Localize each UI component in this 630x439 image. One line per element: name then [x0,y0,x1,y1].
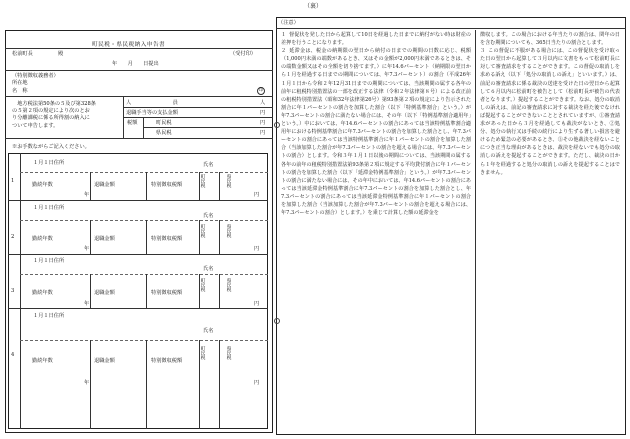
page-side-label: （裏） [304,3,323,10]
notes-column-2 [480,31,620,177]
row-retirement-pay-label: 退職金額 [94,358,115,364]
row-pref-tax-label: 県民税 [226,346,231,360]
summary-headcount-label: 人 員 [126,100,178,106]
row-pref-tax-label: 県民税 [226,224,231,238]
summary-payment-unit: 円 [260,110,266,116]
notice-text: ※お手数ながらご記入ください。 [12,144,90,150]
row-special-tax-label: 特別徴収税額 [151,290,183,296]
submission-date: 年 月 日提出 [112,61,159,67]
notes-column-1 [281,31,471,217]
row-town-tax-label: 町民税 [200,174,205,188]
row-number: 1 [11,178,15,184]
row-town-tax-label: 町民税 [200,346,205,360]
received-stamp-label: （受付印） [230,51,256,57]
row-number: 4 [11,352,15,358]
row-address-label: １月１日住所 [33,258,65,264]
row-year-unit: 年 [84,246,90,252]
collector-section: （特別徴収義務者） [12,73,59,79]
row-year-unit: 年 [84,192,90,198]
row-retirement-pay-label: 退職金額 [94,182,115,188]
note-item: ３ この督促に不服がある場合には、この督促状を受け取った日の翌日から起算して３月以内に文書をもって松前町長に対して審査請求をすることができます。この督促の取消しを求める訴え（以下「処分の取消しの訴え」といいます。）は、前記の審査請求に係る裁決の送達を受けた日の翌日から起算して６月以内に松前町を被告として（松前町長が被告の代表者となります。）提起することができます。なお、処分の取消しの訴えは、前記の審査請求に対する裁決を経た後でなければ提起することができないこととされていますが、①審査請求があった日から３月を経過しても裁決がないとき、②処分、処分の執行又は手続の続行により生ずる著しい損害を避けるため緊急の必要があるとき、③その他裁決を経ないことにつき正当な理由があるときは、裁決を経ないでも処分の取消しの訴えを提起することができます。ただし、裁決の日から１年を経過すると処分の取消しの訴えを提起することはできません。 [480,48,620,176]
row-years-label: 勤続年数 [32,358,53,364]
row-year-unit: 年 [84,380,90,386]
summary-pref-tax-unit: 円 [260,130,266,136]
row-yen-unit: 円 [254,192,260,198]
row-years-label: 勤続年数 [32,290,53,296]
note-item: 徴収します。この場合における年当たりの割合は、閏年の日を含む期間についても、365日当たりの割合とします。 [480,32,620,47]
row-retirement-pay-label: 退職金額 [94,236,115,242]
row-town-tax-label: 町民税 [200,224,205,238]
row-name-label: 氏名 [203,266,214,272]
row-name-label: 氏名 [203,213,214,219]
row-address-label: １月１日住所 [33,313,65,319]
note-item: １ 督促状を発した日から起算して10日を経過した日までに納付がない時は財産の差押を行うことになります。 [281,32,471,47]
row-town-tax-label: 町民税 [200,278,205,292]
row-number: 3 [11,288,15,294]
punch-hole-icon [274,318,280,324]
row-pref-tax-label: 県民税 [226,174,231,188]
row-special-tax-label: 特別徴収税額 [151,358,183,364]
seal-mark: 印 [258,88,264,93]
row-yen-unit: 円 [254,380,260,386]
declaration-text: 地方税法第50条の５及び第328条 の５第２項の規定により次のとお り分離課税に係る所得割の納入に ついて申告します。 [12,101,96,129]
row-special-tax-label: 特別徴収税額 [151,182,183,188]
row-address-label: １月１日住所 [33,205,65,211]
row-name-label: 氏名 [203,328,214,334]
summary-town-tax-unit: 円 [260,120,266,126]
addressee: 松前町長 [12,51,33,57]
row-name-label: 氏名 [203,162,214,168]
notes-heading: （注意） [278,20,299,26]
summary-town-tax-label: 町民税 [156,120,172,126]
punch-hole-icon [274,122,280,128]
name-label: 名 称 [12,88,28,94]
row-number: 2 [11,234,15,240]
row-retirement-pay-label: 退職金額 [94,290,115,296]
form-title: 町民税・県民税納入申告書 [92,42,166,48]
row-year-unit: 年 [84,301,90,307]
note-item: ２ 延滞金は、税金の納期限の翌日から納付の日までの期間の日数に応じ、税額（1,000円未満の端数があるとき、又はその金額が2,000円未満であるときは、その端数金額又はその全額を切り捨てます。）に年14.6パーセント（納期限の翌日から１月を経過する日までの期間については、年7.3パーセント）の割合（平成26年１月１日から令和２年12月31日までの期間については、当該期間の属する各年の前年に租税特別措置法の一部を改正する法律（令和２年法律第８号）による改正前の租税特別措置法（昭和32年法律第26号）第93条第２項の規定により告示された割合に年１パーセントの割合を加算した割合（以下「特例基準割合」という。）が年7.3パーセントの割合に満たない場合には、その年（以下「特例基準割合適用年」という。）中においては、年14.6パーセントの割合にあっては当該特例基準割合適用年における特例基準割合に年7.3パーセントの割合を加算した割合とし、年7.3パーセントの割合にあっては当該特例基準割合に年１パーセントの割合を加算した割合（当該加算した割合が年7.3パーセントの割合を超える場合には、年7.3パーセントの割合）とします。令和３年１月１日以後の期間については、当該期間の属する各年の前年の租税特別措置法第93条第２項に規定する平均貸付割合に年１パーセントの割合を加算した割合（以下「延滞金特例基準割合」という。）が年7.3パーセントの割合に満たない場合には、その年中においては、年14.6パーセントの割合にあっては当該延滞金特例基準割合に年7.3パーセントの割合を加算した割合とし、年7.3パーセントの割合にあっては当該延滞金特例基準割合に年１パーセントの割合を加算した割合（当該加算した割合が年7.3パーセントの割合を超える場合には、年7.3パーセントの割合）とします。）を乗じて計算した額の延滞金を [281,48,471,217]
summary-pref-tax-label: 県民税 [156,130,172,136]
honorific: 殿 [58,51,64,57]
row-pref-tax-label: 県民税 [226,278,231,292]
row-years-label: 勤続年数 [32,182,53,188]
address-label: 所在地 [12,80,28,86]
summary-payment-label: 退職手当等の支払金額 [126,110,178,116]
row-yen-unit: 円 [254,246,260,252]
row-special-tax-label: 特別徴収税額 [151,236,183,242]
row-years-label: 勤続年数 [32,236,53,242]
row-address-label: １月１日住所 [33,160,65,166]
tax-withheld-label: 税額 [127,120,138,126]
row-yen-unit: 円 [254,301,260,307]
summary-headcount-unit: 人 [260,100,266,106]
